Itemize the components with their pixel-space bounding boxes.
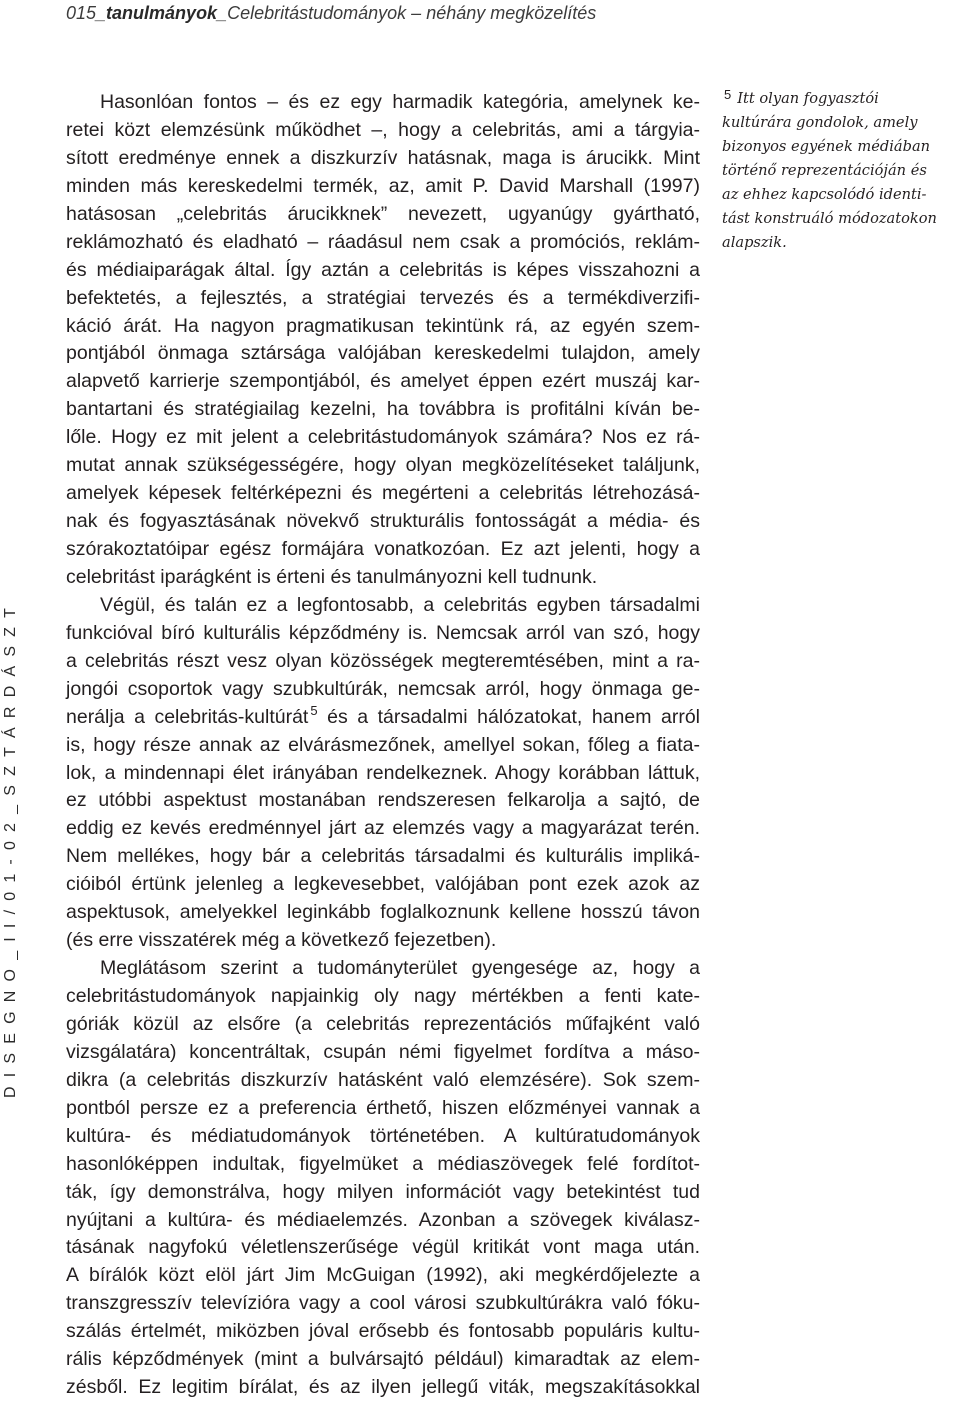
text-line: aspektusok, amelyekkel leginkább foglalkoznunk kellene hosszú távon xyxy=(66,901,700,924)
footnote-line xyxy=(722,231,956,255)
text-line: szórakoztatóipar egész formájára vonatkozóan. Ez azt jelenti, hogy a xyxy=(66,538,700,560)
footnote-text: kultúrára gondolok, amely xyxy=(722,114,918,131)
issue-number: 015_ xyxy=(66,3,107,23)
text-segment: nerálja a celebritás-kultúrát xyxy=(66,705,309,728)
text-line: rális képződmények (mint a bulvársajtó például) kimaradtak az elem- xyxy=(66,1348,700,1371)
footnote xyxy=(722,87,956,255)
body-text xyxy=(66,89,700,1402)
footnote-text: Itt olyan fogyasztói xyxy=(737,90,879,107)
text-line: kultúra- és médiatudományok történetében. A kultúratudományok xyxy=(66,1124,700,1147)
text-line: Hasonlóan fontos – és ez egy harmadik kategória, amelynek ke- xyxy=(100,91,700,113)
footnote-text: bizonyos egyének médiában xyxy=(722,138,931,155)
text-line: szálás értelmét, miközben jóval erősebb és fontosabb populáris kultu- xyxy=(66,1320,700,1343)
text-line: is, hogy része annak az elvárásmezőnek, amellyel sokan, főleg a fiata- xyxy=(66,733,700,756)
footnote-line xyxy=(722,111,956,135)
footnote-text: alapszik. xyxy=(722,234,787,251)
text-line: zésből. Ez legitim bírálat, és az ilyen jellegű viták, megszakításokkal xyxy=(66,1376,700,1399)
text-line: vizsgálatára) koncentráltak, csupán némi figyelmet fordítva a máso- xyxy=(66,1040,700,1063)
text-line: káció árát. Ha nagyon pragmatikusan tekintünk rá, az egyén szem- xyxy=(66,314,700,337)
footnote-text: tást konstruáló módozatokon xyxy=(722,210,937,227)
footnote-reference[interactable]: 5 xyxy=(310,702,318,718)
footnote-text: történő reprezentációján és xyxy=(722,162,927,179)
text-line: A bírálók közt elöl járt Jim McGuigan (1992), aki megkérdőjelezte a xyxy=(66,1264,700,1287)
text-line: celebritástudományok napjainkig oly nagy mértékben a fenti kate- xyxy=(66,985,700,1007)
text-line: hatásosan „celebritás árucikknek” nevezett, ugyanúgy gyártható, xyxy=(66,202,700,225)
paragraph xyxy=(66,592,700,955)
running-header xyxy=(66,2,596,24)
text-line: Nem mellékes, hogy bár a celebritás társadalmi és kulturális impliká- xyxy=(66,845,700,868)
text-line: góriák közül az elsőre (a celebritás reprezentációs műfajként való xyxy=(66,1012,700,1035)
text-line: lőle. Hogy ez mit jelent a celebritástudományok számára? Nos ez rá- xyxy=(66,426,700,449)
text-line: amelyek képesek feltérképezni és megérteni a celebritás létrehozásá- xyxy=(66,482,700,505)
text-line: jongói csoportok vagy szubkultúrák, nemcsak arról, hogy önmaga ge- xyxy=(66,677,700,700)
text-line: pontjából önmaga sztársága valójában kereskedelmi tulajdon, amely xyxy=(66,342,700,365)
text-line: ez utóbbi aspektust mostanában rendszeresen felkarolja a sajtó, de xyxy=(66,789,700,812)
vertical-journal-label: DISEGNO_II/01-02_SZTÁRDÁSZT xyxy=(2,598,19,1098)
article-title: _Celebritástudományok – néhány megközelítés xyxy=(217,3,597,23)
footnote-text: az ehhez kapcsolódó identi- xyxy=(722,186,927,203)
footnote-line xyxy=(722,135,956,159)
text-segment: és a társadalmi hálózatokat, hanem arról xyxy=(317,705,700,728)
text-line: Meglátásom szerint a tudományterület gyengesége az, hogy a xyxy=(100,957,700,980)
text-line: cióiból értünk jelenleg a legkevesebbet, valójában pont ezek azok az xyxy=(66,873,700,896)
text-line: és médiaiparágak által. Így aztán a celebritás is képes visszahozni a xyxy=(66,258,700,281)
footnote-line xyxy=(722,87,956,111)
paragraph xyxy=(66,89,700,592)
text-line: tásának nagyfokú véletlenszerűsége végül kritikát vont maga után. xyxy=(66,1236,700,1259)
footnote-number: 5 xyxy=(724,87,732,102)
section-name: tanulmányok xyxy=(106,3,218,23)
text-line: (és erre visszatérek még a következő fejezetben). xyxy=(66,929,497,952)
text-line: funkcióval bíró kulturális képződmény is. Nemcsak arról van szó, hogy xyxy=(66,621,700,644)
paragraph xyxy=(66,955,700,1402)
text-line: a celebritás részt vesz olyan közösségek megteremtésében, mint a ra- xyxy=(66,649,700,672)
text-line: ták, így demonstrálva, hogy milyen információt vagy betekintést tud xyxy=(66,1180,700,1203)
text-line: Végül, és talán ez a legfontosabb, a celebritás egyben társadalmi xyxy=(100,593,700,616)
text-line: bantartani és stratégiailag kezelni, ha továbbra is profitálni kíván be- xyxy=(66,398,700,421)
text-line: dikra (a celebritás diszkurzív hatásként való elemzésére). Sok szem- xyxy=(66,1068,700,1091)
footnote-line xyxy=(722,159,956,183)
text-line: pontból persze ez a preferencia érthető, hiszen előzményei vannak a xyxy=(66,1096,700,1119)
footnote-line xyxy=(722,183,956,207)
text-line: transzgresszív televízióra vagy a cool városi szubkultúrákra való fóku- xyxy=(66,1292,700,1315)
text-line: hasonlóképpen indultak, figyelmüket a médiaszövegek felé fordítot- xyxy=(66,1152,700,1175)
text-line: sított eredménye ennek a diszkurzív hatásnak, maga is árucikk. Mint xyxy=(66,146,700,169)
text-line: lok, a mindennapi élet irányában rendelkeznek. Ahogy korábban láttuk, xyxy=(66,761,700,784)
text-line: alapvető karrierje szempontjából, és amelyet éppen ezért muszáj kar- xyxy=(66,370,700,393)
text-line: nyújtani a kultúra- és médiaelemzés. Azonban a szövegek kiválasz- xyxy=(66,1208,700,1231)
text-line: reklámozható és eladható – ráadásul nem csak a promóciós, reklám- xyxy=(66,230,700,253)
text-line: befektetés, a fejlesztés, a stratégiai tervezés és a termékdiverzifi- xyxy=(66,286,700,309)
text-line: retei közt elemzésünk működhet –, hogy a celebritás, ami a tárgyia- xyxy=(66,118,700,141)
text-line: nak és fogyasztásának növekvő strukturális fontosságát a média- és xyxy=(66,510,700,533)
text-line xyxy=(66,704,700,732)
text-line: minden más kereskedelmi termék, az, amit P. David Marshall (1997) xyxy=(66,174,700,197)
footnote-line xyxy=(722,207,956,231)
text-line: celebritást iparágként is érteni és tanulmányozni kell tudnunk. xyxy=(66,565,598,588)
text-line: eddig ez kevés eredménnyel járt az elemzés vagy a magyarázat terén. xyxy=(66,817,700,840)
text-line: mutat annak szükségességére, hogy olyan megközelítéseket találjunk, xyxy=(66,454,700,477)
